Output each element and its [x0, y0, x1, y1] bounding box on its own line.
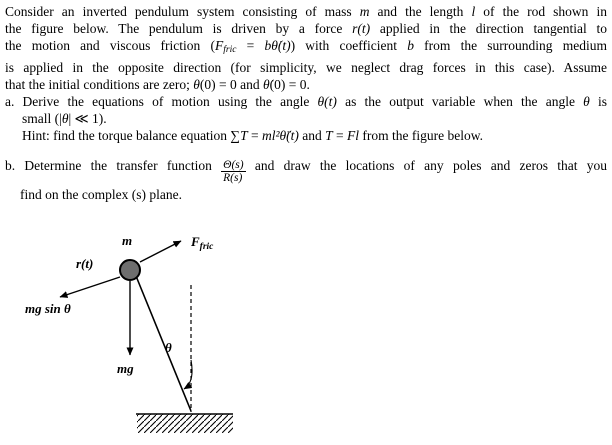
text-segment: small (|	[22, 111, 62, 126]
gravity-component-label: mg sin θ	[25, 301, 71, 316]
text-segment: as the output variable when the angle	[336, 94, 584, 109]
part-b-text-before	[5, 158, 221, 173]
text-segment: from the figure below.	[359, 128, 483, 143]
part-b-text-after	[246, 158, 607, 173]
text-segment: | ≪ 1).	[68, 111, 107, 126]
gravity-label: mg	[117, 361, 134, 376]
text-segment: b	[407, 38, 414, 53]
text-segment: r(t)	[352, 21, 371, 36]
pendulum-figure	[0, 223, 280, 445]
ground-hatch	[137, 414, 233, 433]
text-segment: a. Derive the equations of motion using the angle	[5, 94, 318, 109]
text-segment: that the initial conditions are zero;	[5, 77, 194, 92]
text-segment: the figure below. The pendulum is driven by a force	[5, 21, 353, 36]
friction-force-arrow	[140, 241, 181, 262]
part-b-line-2	[5, 186, 607, 203]
text-segment: =	[247, 128, 262, 143]
text-segment: (0) = 0 and	[199, 77, 263, 92]
text-segment: and	[298, 128, 326, 143]
text-segment: is	[589, 94, 607, 109]
intro-line-5	[5, 76, 607, 93]
text-segment: from the surrounding medium	[413, 38, 607, 53]
text-segment: T	[240, 128, 248, 143]
text-segment: l	[471, 4, 476, 19]
text-segment: the motion and viscous friction (	[5, 38, 215, 53]
text-segment: θ	[61, 111, 69, 126]
pendulum-mass	[120, 260, 140, 280]
text-segment: m	[359, 4, 370, 19]
applied-force-label: r(t)	[76, 256, 94, 271]
text-segment: =	[236, 38, 265, 53]
text-segment: bθ̇(t)	[264, 38, 291, 53]
intro-line-1	[5, 3, 607, 20]
part-a-hint	[5, 127, 607, 144]
text-segment: θ	[583, 94, 590, 109]
text-segment: Consider an inverted pendulum system consisting of mass	[5, 4, 360, 19]
pendulum-figure-container	[0, 223, 280, 445]
text-segment: θ̇	[262, 77, 270, 92]
intro-line-4	[5, 59, 607, 76]
part-b-line-1	[5, 149, 607, 184]
text-segment: of the rod shown in	[475, 4, 607, 19]
text-segment: fric	[223, 45, 237, 55]
friction-force-label	[190, 234, 214, 252]
text-segment: θ(t)	[317, 94, 337, 109]
part-a-line-2	[5, 110, 607, 127]
transfer-function-fraction	[221, 159, 245, 184]
text-segment: find on the complex (s) plane.	[20, 187, 182, 202]
text-segment: and draw the locations of any poles and zeros that you	[245, 158, 607, 173]
text-segment: Fl	[347, 128, 360, 143]
text-segment: T	[325, 128, 333, 143]
text-segment: is applied in the opposite direction (for simplicity, we neglect drag forces in this case). Assume	[5, 60, 607, 75]
problem-statement	[5, 3, 607, 203]
mass-label: m	[122, 233, 133, 248]
friction-label-subscript: fric	[199, 242, 214, 252]
intro-line-2	[5, 20, 607, 37]
text-segment: ) with coefficient	[290, 38, 408, 53]
text-segment: =	[332, 128, 348, 143]
text-segment: applied in the direction tangential to	[370, 21, 607, 36]
text-segment: and the length	[369, 4, 472, 19]
text-segment: Hint: find the torque balance equation ∑	[22, 128, 241, 143]
text-segment: ml²θ̈(t)	[261, 128, 299, 143]
text-segment: b. Determine the transfer function	[5, 158, 222, 173]
part-a-line-1	[5, 93, 607, 110]
pendulum-rod	[136, 276, 191, 411]
fraction-denominator: R(s)	[221, 171, 245, 184]
friction-label-main: F	[191, 234, 200, 249]
intro-line-3	[5, 37, 607, 59]
angle-label: θ	[165, 340, 172, 355]
text-segment: θ	[193, 77, 200, 92]
applied-force-arrow	[60, 277, 120, 297]
text-segment: F	[215, 38, 224, 53]
text-segment: (0) = 0.	[269, 77, 310, 92]
fraction-numerator: Θ(s)	[223, 159, 244, 171]
